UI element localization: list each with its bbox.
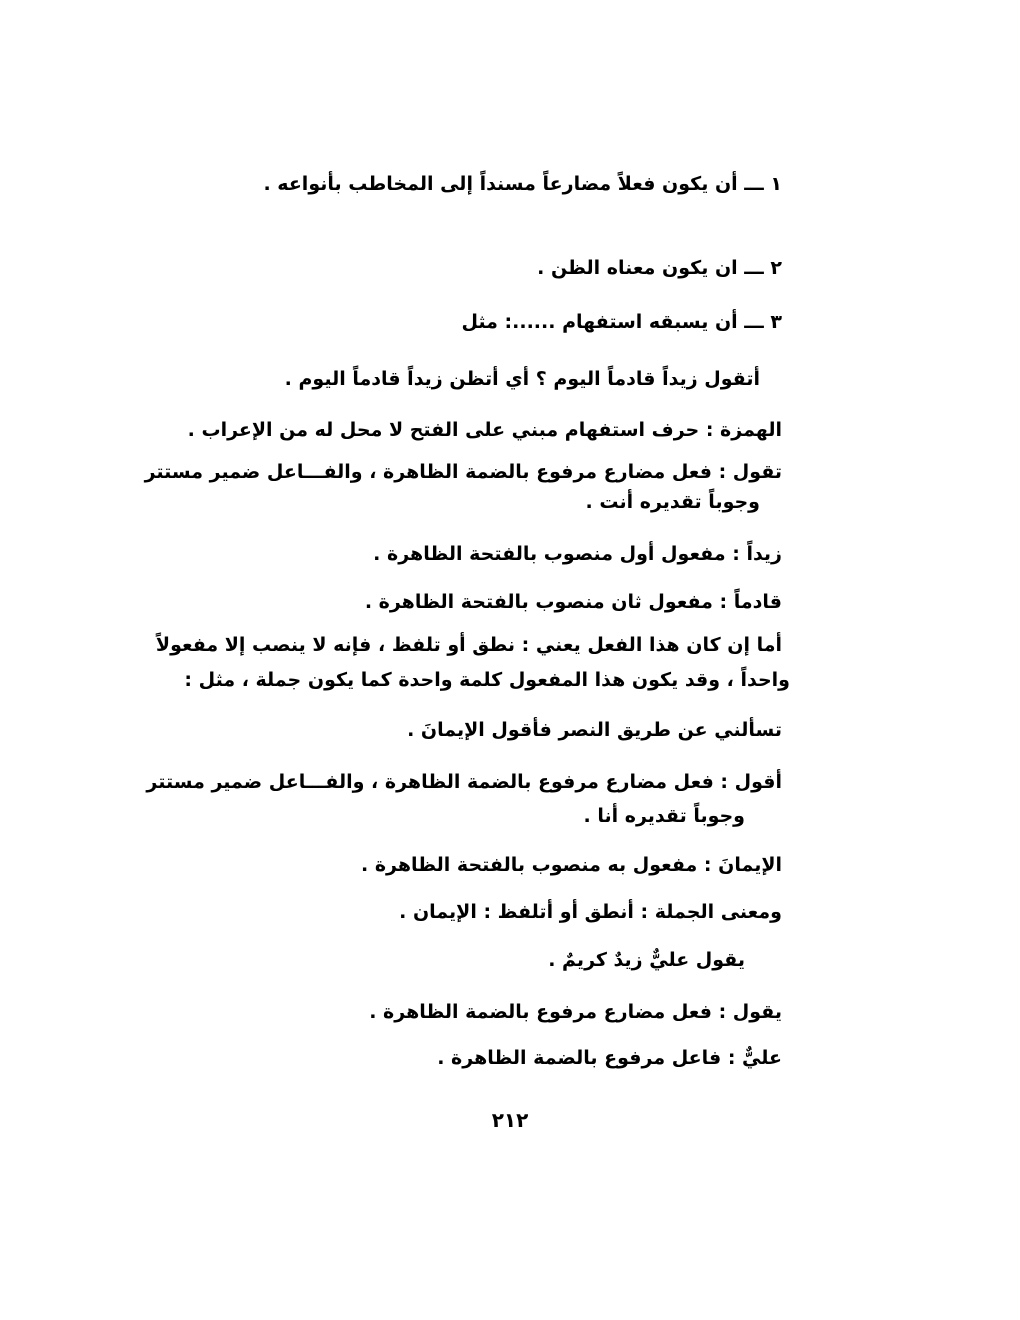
parsing-aqulu-2: وجوباً تقديره أنا . (583, 805, 745, 827)
parsing-zaydan: زيداً : مفعول أول منصوب بالفتحة الظاهرة . (373, 543, 782, 565)
example-sentence: أتقول زيداً قادماً اليوم ؟ أي أتظن زيداً قادماً اليوم . (284, 368, 760, 390)
sentence-meaning: ومعنى الجملة : أنطق أو أتلفظ : الإيمان . (399, 901, 782, 923)
paragraph-line-2: واحداً ، وقد يكون هذا المفعول كلمة واحدة كما يكون جملة ، مثل : (184, 669, 790, 691)
parsing-ali: عليٌّ : فاعل مرفوع بالضمة الظاهرة . (437, 1047, 782, 1069)
condition-1: ١ ـــ أن يكون فعلاً مضارعاً مسنداً إلى المخاطب بأنواعه . (263, 173, 782, 195)
page-number: ٢١٢ (491, 1108, 529, 1132)
parsing-taqulu-1: تقول : فعل مضارع مرفوع بالضمة الظاهرة ، والفـــاعل ضمير مستتر (144, 461, 782, 483)
parsing-hamza: الهمزة : حرف استفهام مبني على الفتح لا محل له من الإعراب . (187, 419, 782, 441)
parsing-taqulu-2: وجوباً تقديره أنت . (585, 491, 760, 513)
condition-3: ٣ ـــ أن يسبقه استفهام ......: مثل (461, 311, 782, 333)
example-sentence-2: تسألني عن طريق النصر فأقول الإيمانَ . (407, 719, 782, 741)
parsing-iman: الإيمانَ : مفعول به منصوب بالفتحة الظاهرة . (360, 854, 782, 876)
parsing-aqulu-1: أقول : فعل مضارع مرفوع بالضمة الظاهرة ، والفـــاعل ضمير مستتر (146, 771, 782, 793)
example-sentence-3: يقول عليٌّ زيدٌ كريمٌ . (548, 949, 745, 971)
paragraph-line-1: أما إن كان هذا الفعل يعني : نطق أو تلفظ ، فإنه لا ينصب إلا مفعولاً (155, 634, 782, 656)
condition-2: ٢ ـــ ان يكون معناه الظن . (537, 257, 782, 279)
parsing-qadiman: قادماً : مفعول ثان منصوب بالفتحة الظاهرة . (364, 591, 782, 613)
parsing-yaqulu: يقول : فعل مضارع مرفوع بالضمة الظاهرة . (369, 1001, 782, 1023)
